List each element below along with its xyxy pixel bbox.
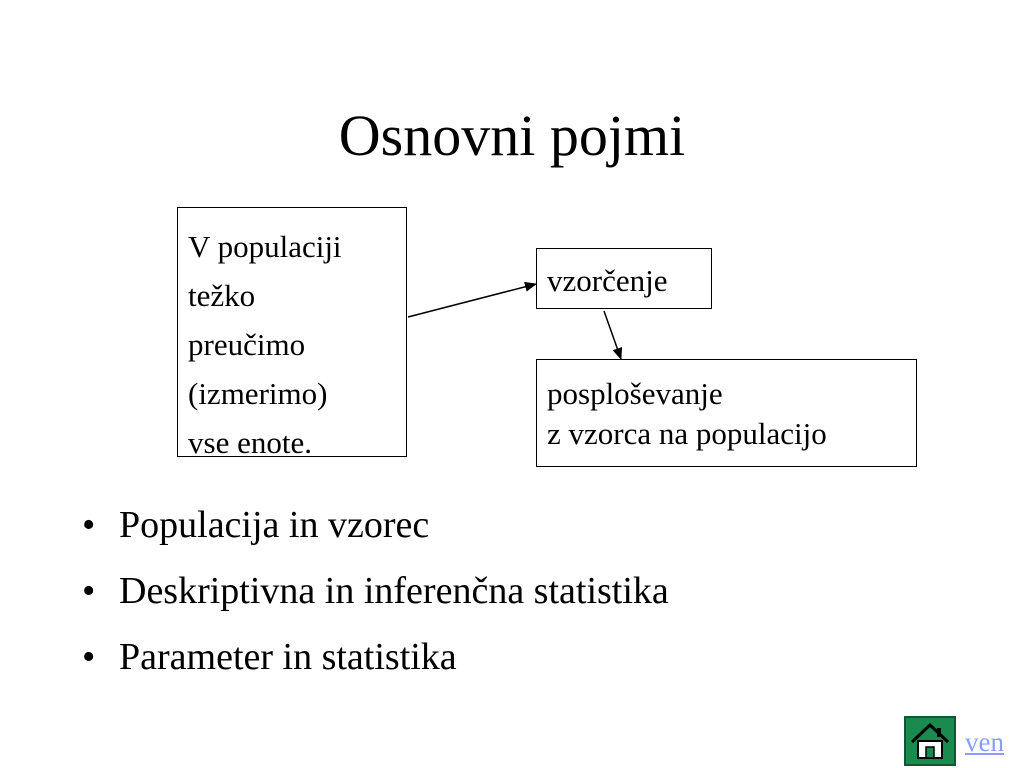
arrow-sampling-to-generalization bbox=[604, 311, 621, 359]
generalization-box-line: posploševanje bbox=[547, 376, 723, 411]
bullet-text: Parameter in statistika bbox=[119, 636, 457, 678]
exit-link[interactable]: ven bbox=[965, 727, 1004, 757]
sampling-box-label: vzorčenje bbox=[547, 263, 668, 298]
bullet-marker: • bbox=[82, 636, 96, 678]
generalization-box-line: z vzorca na populacijo bbox=[547, 416, 827, 451]
population-box-line: težko bbox=[188, 278, 256, 313]
bullet-marker: • bbox=[82, 570, 96, 612]
house-icon bbox=[906, 718, 954, 764]
population-box bbox=[177, 207, 407, 460]
bullet-item bbox=[82, 498, 669, 564]
home-button[interactable] bbox=[904, 716, 956, 766]
population-box-line: V populaciji bbox=[188, 229, 342, 264]
population-box-line: vse enote. bbox=[188, 425, 312, 460]
bullet-text: Deskriptivna in inferenčna statistika bbox=[119, 570, 669, 612]
bullet-list bbox=[82, 498, 669, 696]
bullet-text: Populacija in vzorec bbox=[119, 504, 430, 546]
population-box-line: (izmerimo) bbox=[188, 376, 328, 411]
bullet-item bbox=[82, 630, 669, 696]
population-box-line: preučimo bbox=[188, 327, 306, 362]
bullet-marker: • bbox=[82, 504, 96, 546]
sampling-box bbox=[536, 248, 712, 309]
generalization-box bbox=[536, 359, 917, 467]
bullet-item bbox=[82, 564, 669, 630]
arrow-population-to-sampling bbox=[408, 284, 536, 317]
slide-title: Osnovni pojmi bbox=[338, 103, 686, 168]
